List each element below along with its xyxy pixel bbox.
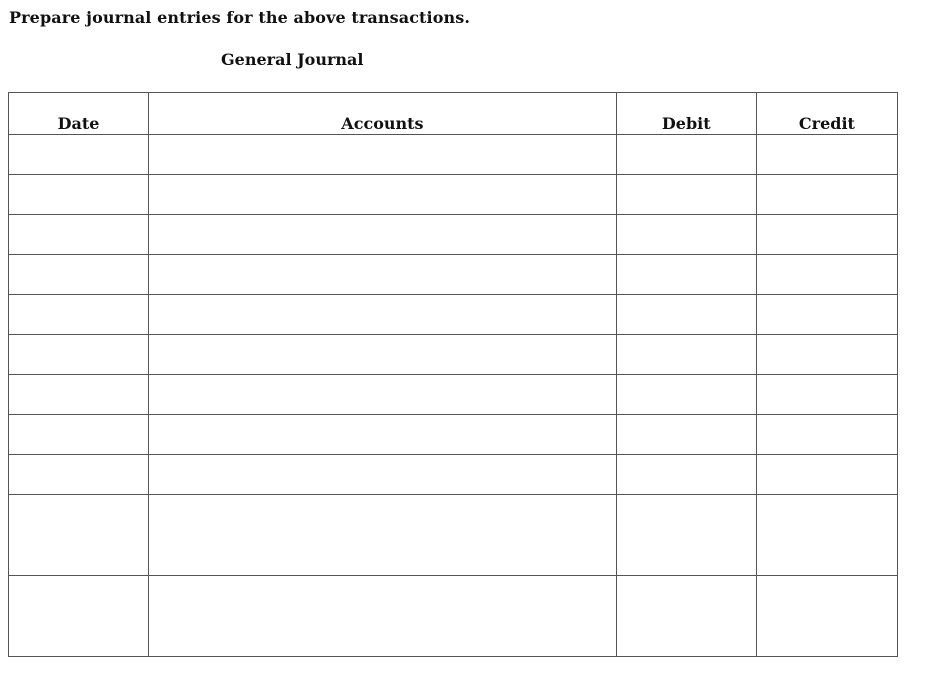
date-input[interactable] (9, 335, 148, 374)
date-input[interactable] (9, 415, 148, 454)
accounts-cell (149, 175, 617, 215)
table-header-row (9, 93, 898, 135)
debit-input[interactable] (617, 215, 756, 254)
date-cell (9, 495, 149, 576)
debit-cell (616, 135, 756, 175)
accounts-cell (149, 576, 617, 657)
accounts-input[interactable] (149, 576, 616, 656)
credit-cell (756, 295, 897, 335)
accounts-cell (149, 495, 617, 576)
debit-cell (616, 215, 756, 255)
accounts-cell (149, 255, 617, 295)
credit-input[interactable] (757, 175, 897, 214)
credit-input[interactable] (757, 576, 897, 656)
table-row (9, 415, 898, 455)
debit-cell (616, 375, 756, 415)
date-cell (9, 375, 149, 415)
accounts-column-header: Accounts (149, 93, 617, 135)
date-cell (9, 255, 149, 295)
debit-input[interactable] (617, 455, 756, 494)
date-cell (9, 335, 149, 375)
debit-input[interactable] (617, 495, 756, 575)
debit-input[interactable] (617, 415, 756, 454)
table-row (9, 175, 898, 215)
date-input[interactable] (9, 495, 148, 575)
credit-cell (756, 495, 897, 576)
credit-cell (756, 375, 897, 415)
debit-column-header: Debit (616, 93, 756, 135)
debit-cell (616, 335, 756, 375)
date-input[interactable] (9, 215, 148, 254)
debit-input[interactable] (617, 255, 756, 294)
credit-input[interactable] (757, 455, 897, 494)
date-input[interactable] (9, 375, 148, 414)
credit-input[interactable] (757, 415, 897, 454)
accounts-input[interactable] (149, 455, 616, 494)
accounts-input[interactable] (149, 135, 616, 174)
debit-cell (616, 495, 756, 576)
date-cell (9, 295, 149, 335)
table-row (9, 215, 898, 255)
table-row (9, 295, 898, 335)
general-journal-table (8, 92, 898, 657)
date-input[interactable] (9, 576, 148, 656)
accounts-input[interactable] (149, 495, 616, 575)
date-cell (9, 175, 149, 215)
accounts-cell (149, 215, 617, 255)
table-row (9, 455, 898, 495)
date-input[interactable] (9, 295, 148, 334)
accounts-input[interactable] (149, 215, 616, 254)
credit-input[interactable] (757, 295, 897, 334)
accounts-cell (149, 415, 617, 455)
accounts-input[interactable] (149, 255, 616, 294)
credit-input[interactable] (757, 495, 897, 575)
debit-input[interactable] (617, 295, 756, 334)
accounts-input[interactable] (149, 295, 616, 334)
debit-input[interactable] (617, 335, 756, 374)
accounts-input[interactable] (149, 335, 616, 374)
debit-cell (616, 175, 756, 215)
table-row (9, 255, 898, 295)
accounts-cell (149, 455, 617, 495)
date-cell (9, 576, 149, 657)
table-row (9, 135, 898, 175)
credit-cell (756, 455, 897, 495)
table-row (9, 375, 898, 415)
credit-cell (756, 255, 897, 295)
credit-cell (756, 335, 897, 375)
date-input[interactable] (9, 135, 148, 174)
table-row (9, 335, 898, 375)
accounts-cell (149, 295, 617, 335)
credit-cell (756, 415, 897, 455)
date-cell (9, 135, 149, 175)
debit-cell (616, 295, 756, 335)
credit-cell (756, 576, 897, 657)
date-cell (9, 215, 149, 255)
accounts-cell (149, 135, 617, 175)
table-row (9, 576, 898, 657)
debit-input[interactable] (617, 135, 756, 174)
credit-input[interactable] (757, 215, 897, 254)
table-row (9, 495, 898, 576)
credit-cell (756, 215, 897, 255)
accounts-cell (149, 375, 617, 415)
credit-input[interactable] (757, 375, 897, 414)
date-input[interactable] (9, 255, 148, 294)
credit-column-header: Credit (756, 93, 897, 135)
date-column-header: Date (9, 93, 149, 135)
instruction-text: Prepare journal entries for the above transactions. (9, 8, 471, 27)
accounts-input[interactable] (149, 375, 616, 414)
debit-cell (616, 255, 756, 295)
date-cell (9, 455, 149, 495)
debit-cell (616, 415, 756, 455)
accounts-input[interactable] (149, 415, 616, 454)
debit-input[interactable] (617, 375, 756, 414)
accounts-input[interactable] (149, 175, 616, 214)
credit-input[interactable] (757, 255, 897, 294)
credit-cell (756, 135, 897, 175)
credit-input[interactable] (757, 135, 897, 174)
debit-cell (616, 455, 756, 495)
debit-cell (616, 576, 756, 657)
date-input[interactable] (9, 455, 148, 494)
date-cell (9, 415, 149, 455)
debit-input[interactable] (617, 576, 756, 656)
debit-input[interactable] (617, 175, 756, 214)
journal-title: General Journal (221, 50, 364, 69)
credit-cell (756, 175, 897, 215)
date-input[interactable] (9, 175, 148, 214)
credit-input[interactable] (757, 335, 897, 374)
accounts-cell (149, 335, 617, 375)
